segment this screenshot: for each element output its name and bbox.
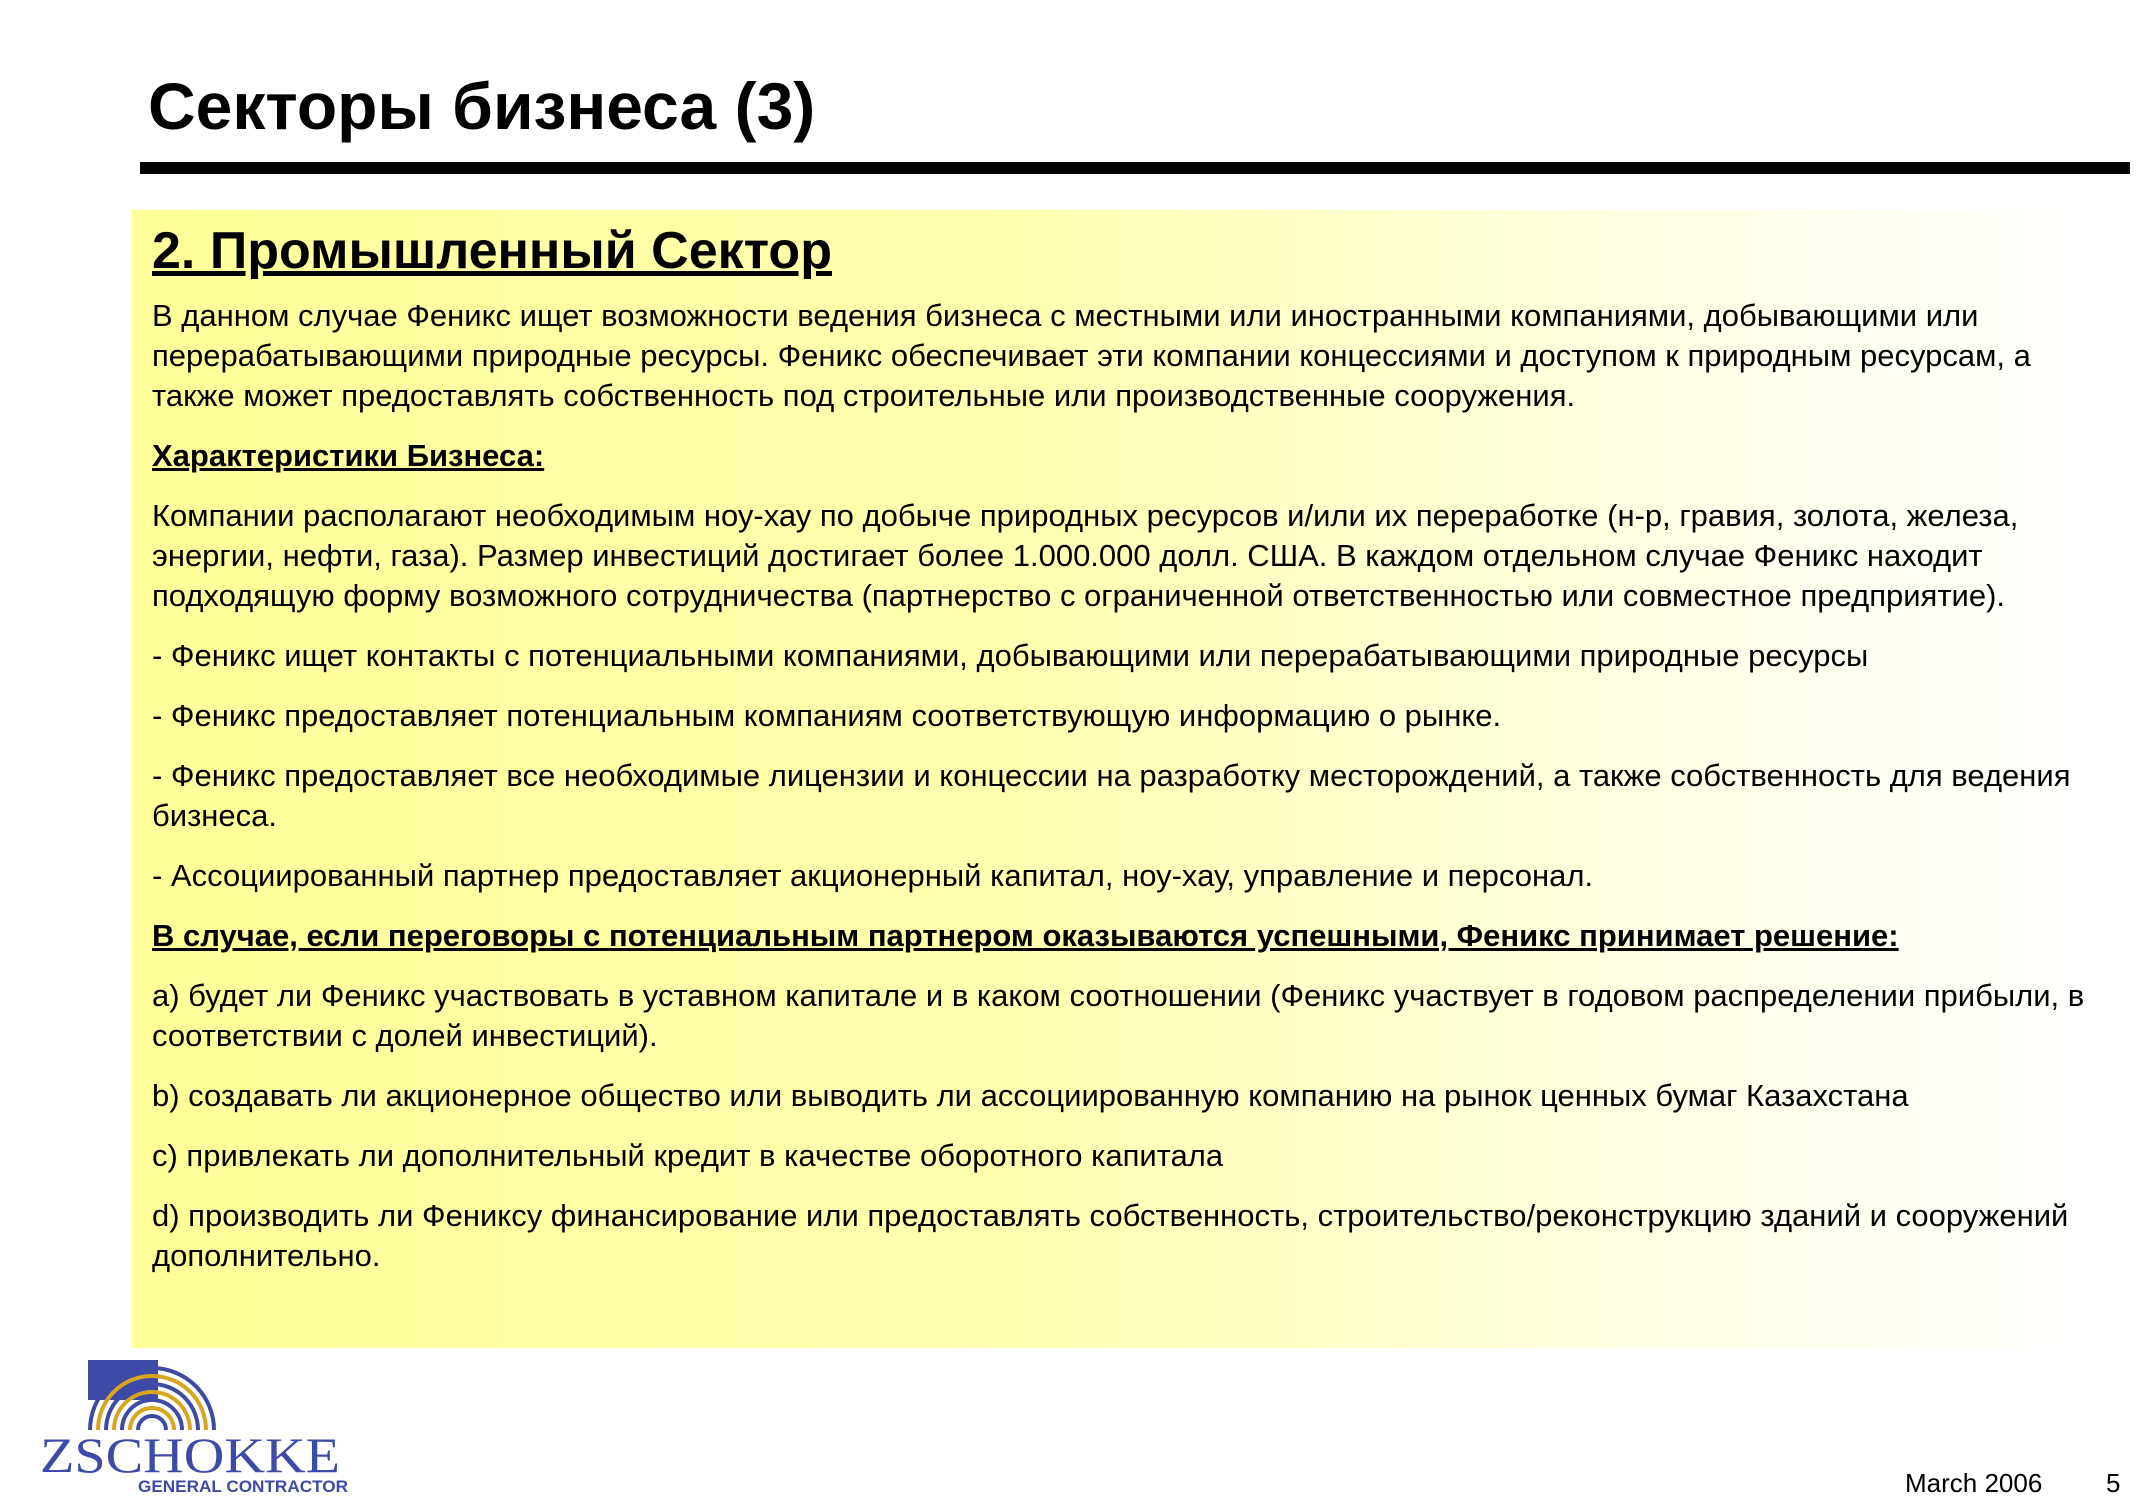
option-item: d) производить ли Фениксу финансирование или предоставлять собственность, строительство/реконструкцию зданий и сооружений дополнительно. <box>152 1197 2069 1273</box>
logo-wordmark: ZSCHOKKE <box>40 1427 340 1483</box>
decision-heading: В случае, если переговоры с потенциальным партнером оказываются успешными, Феникс принимает решение: <box>152 917 1899 953</box>
bullet-item: - Феникс предоставляет все необходимые лицензии и концессии на разработку месторождений, а также собственность для ведения бизнеса. <box>152 757 2071 833</box>
bullet-item: - Ассоциированный партнер предоставляет акционерный капитал, ноу-хау, управление и персонал. <box>152 857 1594 893</box>
zschokke-logo <box>38 1360 358 1495</box>
logo-tagline: GENERAL CONTRACTOR <box>138 1477 348 1495</box>
bullet-item: - Феникс предоставляет потенциальным компаниям соответствующую информацию о рынке. <box>152 697 1502 733</box>
option-item: a) будет ли Феникс участвовать в уставном капитале и в каком соотношении (Феникс участвует в годовом распределении прибыли, в соответствии с долей инвестиций). <box>152 977 2085 1053</box>
section-heading: 2. Промышленный Сектор <box>152 222 832 280</box>
title-divider <box>140 162 2130 174</box>
footer-date: March 2006 <box>1905 1468 2043 1498</box>
slide-title: Секторы бизнеса (3) <box>148 69 816 143</box>
characteristics-paragraph: Компании располагают необходимым ноу-хау по добыче природных ресурсов и/или их переработке (н-р, гравия, золота, железа, энергии, нефти, газа). Размер инвестиций достигает более 1.000.000 долл. США. В каждом отдельном случае Феникс находит подходящую форму возможного сотрудничества (партнерство с ограниченной ответственностью или совместное предприятие). <box>152 497 2019 613</box>
page-number: 5 <box>2106 1468 2121 1498</box>
characteristics-heading: Характеристики Бизнеса: <box>152 437 545 473</box>
content-body <box>152 222 2092 1296</box>
option-item: c) привлекать ли дополнительный кредит в качестве оборотного капитала <box>152 1137 1224 1173</box>
bullet-item: - Феникс ищет контакты с потенциальными компаниями, добывающими или перерабатывающими природные ресурсы <box>152 637 1869 673</box>
option-item: b) создавать ли акционерное общество или выводить ли ассоциированную компанию на рынок ценных бумаг Казахстана <box>152 1077 1909 1113</box>
intro-paragraph: В данном случае Феникс ищет возможности ведения бизнеса с местными или иностранными компаниями, добывающими или перерабатывающими природные ресурсы. Феникс обеспечивает эти компании концессиями и доступом к природным ресурсам, а также может предоставлять собственность под строительные или производственные сооружения. <box>152 297 2031 413</box>
